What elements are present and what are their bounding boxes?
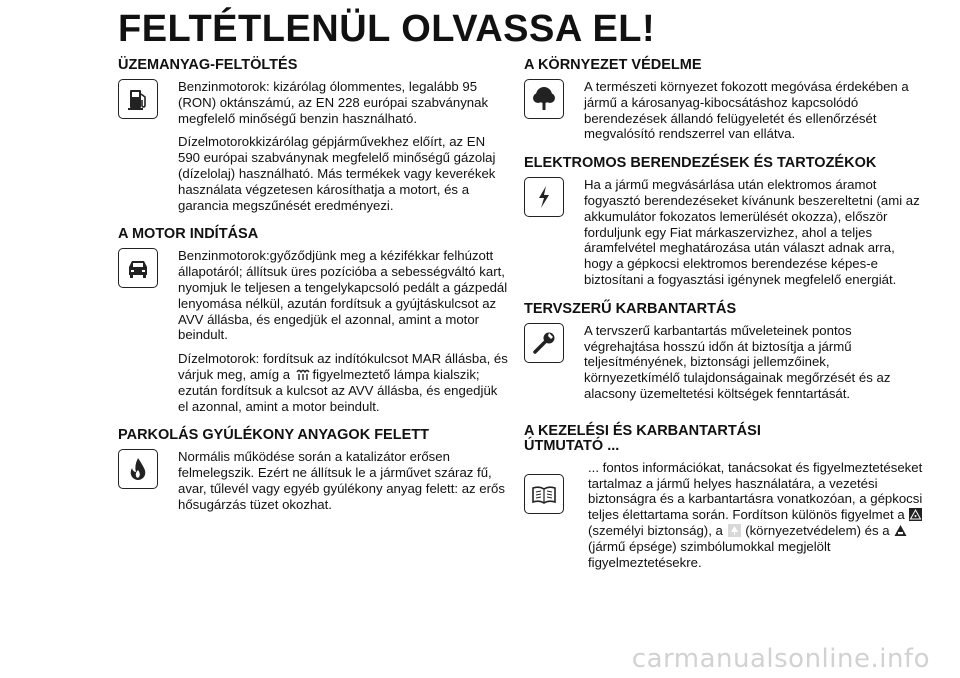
manual-text-1: ... fontos információkat, tanácsokat és figyelmeztetéseket tartalmaz a jármű helyes használatára, a vezetési biztonságra és a karbantartásra vonatkozóan, a gépkocsi teljes élettartama során. Fordítson különös figyelmet a (személyi biztonság), a (környezetvédelem) és a (jármű épsége) szimbólumokkal megjelölt figyelmeztetésekre. [588, 459, 923, 570]
wrench-icon [524, 323, 564, 363]
environment-text-1: A természeti környezet fokozott megóvása érdekében a jármű a károsanyag-kibocsátáshoz kapcsolódó berendezések állandó felügyeletét és ellenőrzését megvalósító rendszerrel van ellátva. [584, 79, 909, 142]
section-heading-parking: PARKOLÁS GYÚLÉKONY ANYAGOK FELETT [118, 427, 429, 444]
car-icon [118, 248, 158, 288]
page-title: FELTÉTLENÜL OLVASSA EL! [118, 8, 656, 50]
environment-icon [728, 524, 741, 537]
section-heading-start: A MOTOR INDÍTÁSA [118, 226, 259, 243]
right-column [524, 58, 924, 584]
section-start [118, 227, 508, 414]
section-heading-manual: A KEZELÉSI ÉS KARBANTARTÁSI ÚTMUTATÓ ... [524, 422, 761, 454]
fuel-text-1: Benzinmotorok: kizárólag ólommentes, legalább 95 (RON) oktánszámú, az EN 228 európai szabványnak megfelelő minőségű benzin használható. [178, 79, 489, 126]
section-parking [118, 428, 508, 512]
electrical-text-1: Ha a jármű megvásárlása után elektromos áramot fogyasztó berendezéseket kívánunk beszereltetni (ami az akkumulátor fokozatos lemerülését okozza), először forduljunk egy Fiat márkaszervizhez, ahol a teljes áramfelvétel meghatározása után választ adnak arra, hogy a gépkocsi elektromos berendezése képes-e biztosítani a fogyasztási igénynek megfelelő energiát. [584, 177, 920, 287]
section-heading-fuel: ÜZEMANYAG-FELTÖLTÉS [118, 57, 298, 73]
vehicle-safety-icon [894, 524, 907, 537]
start-text-2: Dízelmotorok: fordítsuk az indítókulcsot MAR állásba, és várjuk meg, amíg a figyelmeztető lámpa kialszik; ezután fordítsuk a kulcsot az AVV állásba, és engedjük el azonnal, amint a motor beindult. [178, 351, 508, 414]
parking-text-1: Normális működése során a katalizátor erősen felmelegszik. Ezért ne állítsuk le a járművet száraz fű, avar, tűlevél vagy egyéb gyúlékony anyag felett: az erős hősugárzás tüzet okozhat. [178, 449, 505, 512]
watermark: carmanualsonline.info [631, 644, 930, 674]
start-text-1: Benzinmotorok:győződjünk meg a kézifékkar felhúzott állapotáról; állítsuk üres pozícióba a sebességváltó kart, nyomjuk le teljesen a tengelykapcsoló pedált a gázpedál lenyomása nélkül, azután fordítsuk a gyújtáskulcsot az AVV állásba, és engedjük el azonnal, amint a motor beindult. [178, 248, 508, 343]
flame-icon [118, 449, 158, 489]
section-heading-environment: A KÖRNYEZET VÉDELME [524, 57, 702, 73]
section-heading-electrical: ELEKTROMOS BERENDEZÉSEK ÉS TARTOZÉKOK [524, 155, 877, 172]
left-column [118, 58, 508, 527]
fuel-pump-icon [118, 79, 158, 119]
open-book-icon [524, 474, 564, 514]
fuel-text-2: Dízelmotorokkizárólag gépjárművekhez előírt, az EN 590 európai szabványnak megfelelő minőségű gázolaj (dízelolaj) használható. Más termékek vagy keverékek használata végzetesen károsíthatja a motort, és a garancia megszűnését eredményezi. [178, 134, 496, 213]
lightning-icon [524, 177, 564, 217]
personal-safety-icon [909, 508, 922, 521]
section-manual [524, 424, 924, 571]
maintenance-text-1: A tervszerű karbantartás műveleteinek pontos végrehajtása hosszú időn át biztosítja a jármű teljesítményének, biztonsági jellemzőinek, környezetkímélő tulajdonságainak megőrzését és az alacsony üzemeltetési költségek fenntartását. [584, 322, 891, 401]
section-electrical [524, 156, 924, 288]
section-fuel [118, 58, 508, 213]
section-heading-maintenance: TERVSZERŰ KARBANTARTÁS [524, 300, 737, 317]
section-maintenance [524, 302, 924, 402]
tree-icon [524, 79, 564, 119]
glow-plug-icon [295, 368, 308, 381]
section-environment [524, 58, 924, 142]
